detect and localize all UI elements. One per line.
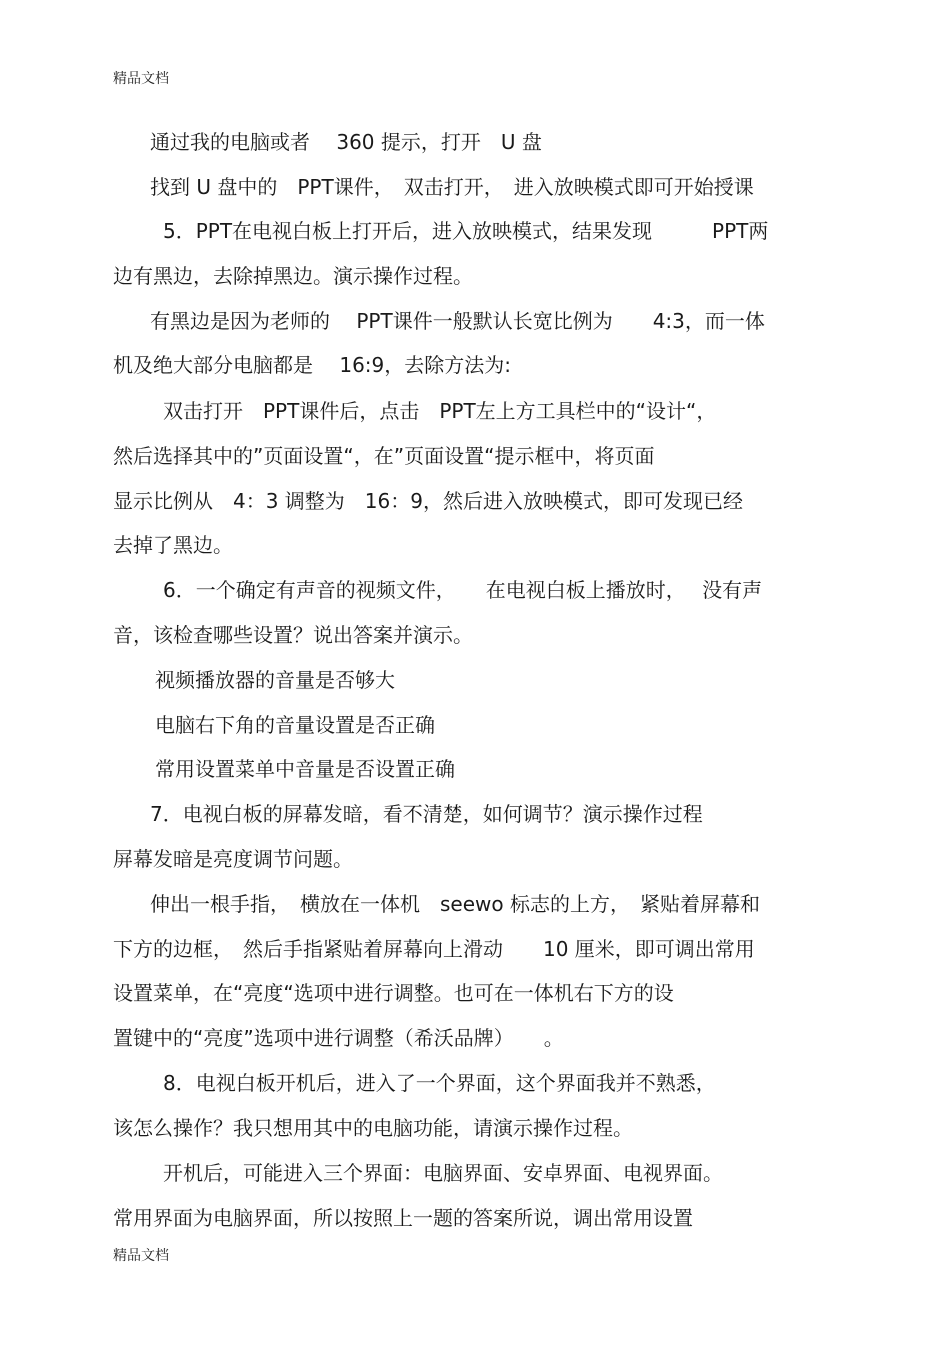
text-line: 该怎么操作？我只想用其中的电脑功能，请演示操作过程。 bbox=[113, 1116, 633, 1140]
text-line: 置键中的“亮度”选项中进行调整（希沃品牌） 。 bbox=[113, 1026, 564, 1050]
text-line: 伸出一根手指， 横放在一体机 seewo 标志的上方， 紧贴着屏幕和 bbox=[150, 892, 760, 916]
text-line: 5．PPT在电视白板上打开后，进入放映模式，结果发现 PPT两 bbox=[163, 219, 769, 243]
text-line: 边有黑边，去除掉黑边。演示操作过程。 bbox=[113, 264, 473, 288]
text-line: 双击打开 PPT课件后，点击 PPT左上方工具栏中的“设计“， bbox=[163, 399, 717, 423]
text-line: 视频播放器的音量是否够大 bbox=[155, 668, 395, 692]
text-line: 常用界面为电脑界面，所以按照上一题的答案所说，调出常用设置 bbox=[113, 1206, 693, 1230]
text-line: 8．电视白板开机后，进入了一个界面，这个界面我并不熟悉， bbox=[163, 1071, 716, 1095]
text-line: 然后选择其中的”页面设置“，在”页面设置“提示框中，将页面 bbox=[113, 444, 655, 468]
text-line: 去掉了黑边。 bbox=[113, 533, 233, 557]
text-line: 常用设置菜单中音量是否设置正确 bbox=[155, 757, 455, 781]
text-line: 屏幕发暗是亮度调节问题。 bbox=[113, 847, 353, 871]
text-line: 机及绝大部分电脑都是 16:9，去除方法为: bbox=[113, 353, 512, 377]
page-header: 精品文档 bbox=[113, 71, 169, 87]
text-line: 下方的边框， 然后手指紧贴着屏幕向上滑动 10 厘米，即可调出常用 bbox=[113, 937, 755, 961]
text-line: 显示比例从 4：3 调整为 16：9，然后进入放映模式，即可发现已经 bbox=[113, 489, 743, 513]
text-line: 电脑右下角的音量设置是否正确 bbox=[155, 713, 435, 737]
text-line: 找到 U 盘中的 PPT课件， 双击打开， 进入放映模式即可开始授课 bbox=[150, 175, 754, 199]
text-line: 设置菜单，在“亮度“选项中进行调整。也可在一体机右下方的设 bbox=[113, 981, 674, 1005]
text-line: 有黑边是因为老师的 PPT课件一般默认长宽比例为 4:3，而一体 bbox=[150, 309, 765, 333]
page-footer: 精品文档 bbox=[113, 1248, 169, 1264]
text-line: 6．一个确定有声音的视频文件， 在电视白板上播放时， 没有声 bbox=[163, 578, 763, 602]
text-line: 通过我的电脑或者 360 提示，打开 U 盘 bbox=[150, 130, 542, 154]
text-line: 音，该检查哪些设置？说出答案并演示。 bbox=[113, 623, 473, 647]
text-line: 7．电视白板的屏幕发暗，看不清楚，如何调节？演示操作过程 bbox=[150, 802, 703, 826]
text-line: 开机后，可能进入三个界面：电脑界面、安卓界面、电视界面。 bbox=[163, 1161, 723, 1185]
